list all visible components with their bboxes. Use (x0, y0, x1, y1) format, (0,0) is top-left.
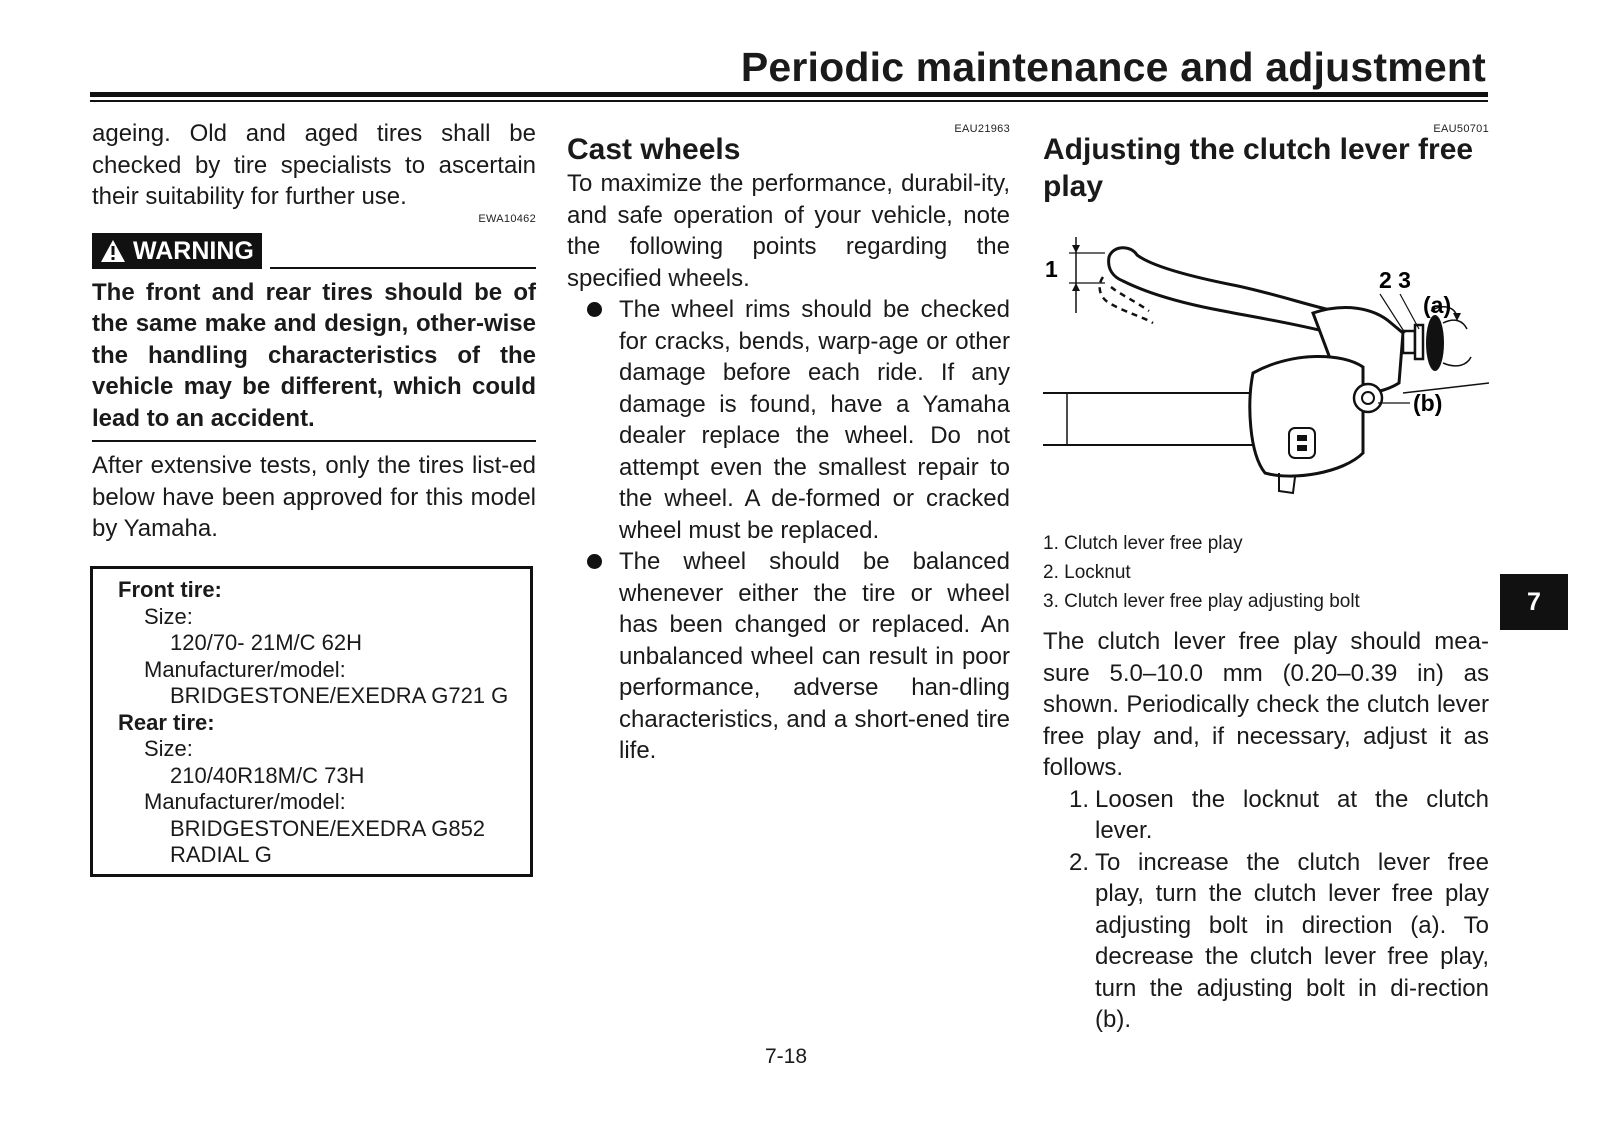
bullet-dot-icon (587, 554, 602, 569)
front-model-value: BRIDGESTONE/EXEDRA G721 G (170, 683, 509, 708)
column-left (92, 118, 536, 545)
clutch-section-code: EAU50701 (1433, 123, 1489, 135)
caption-item: 1. Clutch lever free play (1043, 533, 1243, 554)
bullet-text: The wheel rims should be checked for cracks, bends, warp-age or other damage before each ride. If any damage is found, have a Yamaha dealer replace the wheel. Do not attempt even the smallest repair to the wheel. A de-formed or cracked wheel must be replaced. (619, 296, 1010, 544)
rear-manufacturer-label: Manufacturer/model: (144, 789, 346, 814)
list-item (1043, 784, 1489, 847)
approved-tires-paragraph: After extensive tests, only the tires list-ed below have been approved for this model by Yamaha. (92, 452, 536, 542)
page-number: 7-18 (765, 1045, 808, 1068)
rear-model-value-2: RADIAL G (170, 842, 272, 867)
warning-rule (270, 267, 536, 269)
step-number: 1. (1068, 785, 1089, 813)
warning-code: EWA10462 (478, 212, 536, 225)
warning-text: The front and rear tires should be of the same make and design, other-wise the handling characteristics of the vehicle may be different, which could lead to an accident. (92, 277, 536, 443)
clutch-steps (1043, 784, 1489, 1036)
rear-size-value: 210/40R18M/C 73H (170, 762, 365, 788)
figure-label-a: (a) (1423, 292, 1452, 318)
cast-wheels-code: EAU21963 (954, 123, 1010, 135)
cast-wheels-title: Cast wheels (567, 133, 741, 166)
warning-label-box (92, 233, 262, 269)
header-rule-thick (90, 92, 1488, 97)
tire-spec-box (90, 566, 533, 877)
cast-wheels-bullets (567, 294, 1010, 767)
chapter-tab: 7 (1500, 574, 1568, 630)
clutch-lever-illustration (1043, 233, 1489, 523)
warning-header (92, 233, 536, 269)
figure-label-2-3: 2 3 (1379, 267, 1411, 293)
clutch-section-title: Adjusting the clutch lever free play (1043, 133, 1474, 203)
figure-label-b: (b) (1413, 390, 1443, 416)
caption-item: 3. Clutch lever free play adjusting bolt (1043, 591, 1360, 612)
list-item (1043, 847, 1489, 1036)
front-size-label: Size: (144, 603, 193, 629)
rear-tire-label: Rear tire: (118, 709, 215, 735)
page-header-title: Periodic maintenance and adjustment (740, 44, 1486, 90)
column-middle (567, 118, 1010, 767)
cast-wheels-intro: To maximize the performance, durabil-ity, and safe operation of your vehicle, note the following points regarding the specified wheels. (567, 170, 1010, 292)
rear-size-label: Size: (144, 736, 193, 761)
step-text: Loosen the locknut at the clutch lever. (1095, 785, 1489, 844)
header-rule-thin (90, 100, 1488, 102)
column-right (1043, 118, 1489, 1036)
front-manufacturer-label: Manufacturer/model: (144, 656, 346, 682)
figure-label-1: 1 (1045, 256, 1058, 282)
list-item (567, 546, 1010, 767)
list-item (567, 294, 1010, 546)
clutch-lever-figure (1043, 233, 1489, 523)
rear-model-value-1: BRIDGESTONE/EXEDRA G852 (170, 815, 486, 841)
step-number: 2. (1068, 848, 1089, 876)
bullet-dot-icon (587, 302, 602, 317)
clutch-body-paragraph: The clutch lever free play should mea-sure 5.0–10.0 mm (0.20–0.39 in) as shown. Periodically check the clutch lever free play and, if necessary, adjust it as follows. (1043, 628, 1489, 781)
front-tire-label: Front tire: (118, 577, 222, 602)
warning-label: WARNING (133, 236, 254, 265)
step-text: To increase the clutch lever free play, turn the clutch lever free play adjusting bolt in direction (a). To decrease the clutch lever free play, turn the adjusting bolt in di-rection (b). (1095, 848, 1489, 1033)
warning-triangle-icon (100, 239, 126, 263)
intro-paragraph: ageing. Old and aged tires shall be checked by tire specialists to ascertain their suitability for further use. (92, 120, 536, 210)
bullet-text: The wheel should be balanced whenever either the tire or wheel has been changed or replaced. An unbalanced wheel can result in poor performance, adverse han-dling characteristics, and a short-ened tire life. (619, 548, 1010, 764)
caption-item: 2. Locknut (1043, 562, 1131, 583)
front-size-value: 120/70- 21M/C 62H (170, 630, 362, 655)
figure-captions (1043, 529, 1489, 616)
